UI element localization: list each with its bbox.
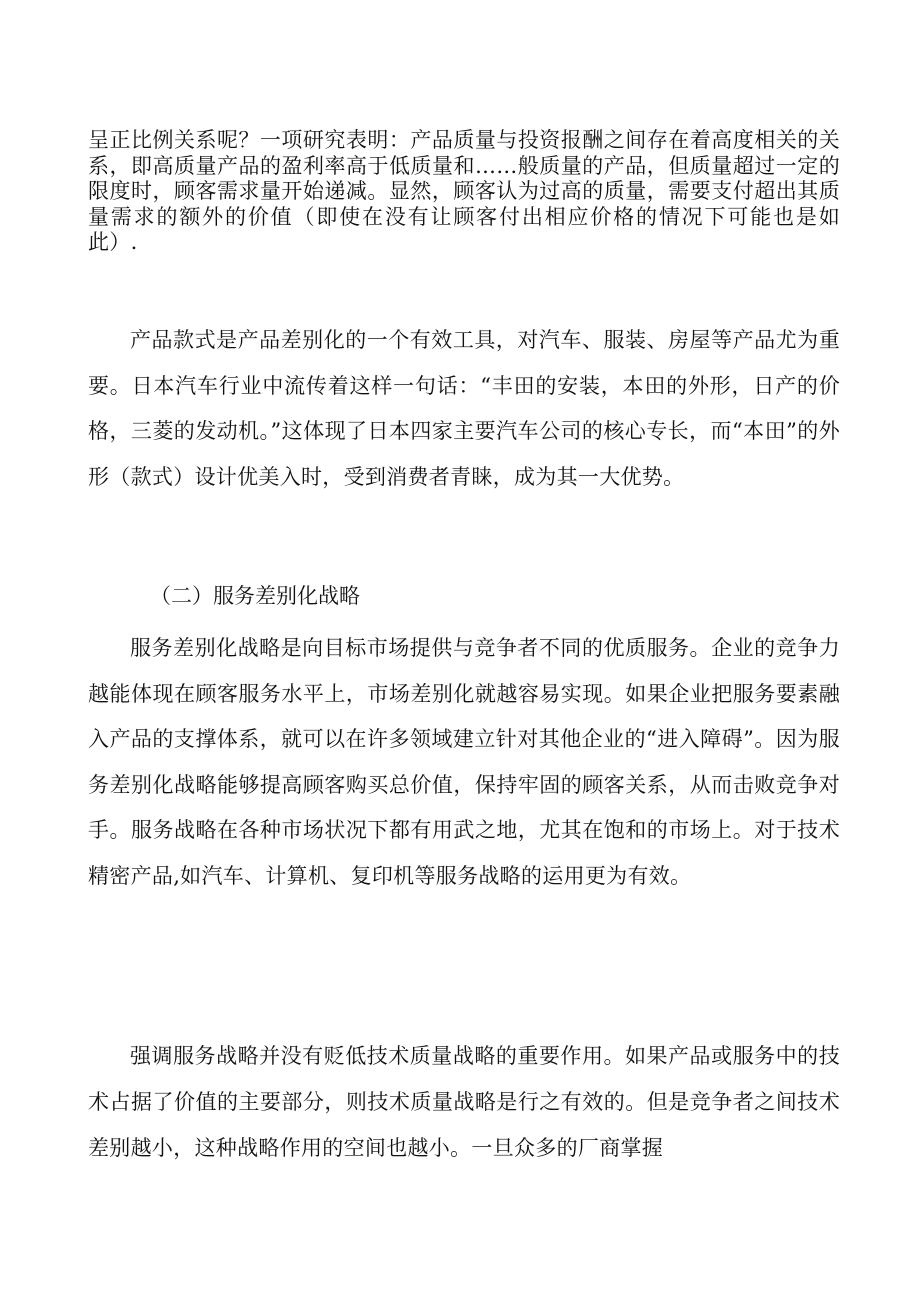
- paragraph-technical-quality: 强调服务战略并没有贬低技术质量战略的重要作用。如果产品或服务中的技术占据了价值的主要部分，则技术质量战略是行之有效的。但是竞争者之间技术差别越小，这种战略作用的空间也越小。一旦众多的厂商掌握: [88, 1044, 840, 1160]
- paragraph-product-style: 产品款式是产品差别化的一个有效工具，对汽车、服装、房屋等产品尤为重要。日本汽车行业中流传着这样一句话：“丰田的安装，本田的外形，日产的价格，三菱的发动机。”这体现了日本四家主要汽车公司的核心专长，而“本田”的外形（款式）设计优美入时，受到消费者青睐，成为其一大优势。: [88, 328, 840, 489]
- paragraph-service-strategy: 服务差别化战略是向目标市场提供与竞争者不同的优质服务。企业的竞争力越能体现在顾客服务水平上，市场差别化就越容易实现。如果企业把服务要素融入产品的支撑体系，就可以在许多领域建立针对其他企业的“进入障碍”。因为服务差别化战略能够提高顾客购买总价值，保持牢固的顾客关系，从而击败竞争对手。服务战略在各种市场状况下都有用武之地，尤其在饱和的市场上。对于技术精密产品,如汽车、计算机、复印机等服务战略的运用更为有效。: [88, 636, 840, 888]
- section-heading-service-differentiation: （二）服务差别化战略: [150, 584, 360, 608]
- paragraph-quality-return: 呈正比例关系呢？一项研究表明：产品质量与投资报酬之间存在着高度相关的关系，即高质量产品的盈利率高于低质量和……般质量的产品，但质量超过一定的限度时，顾客需求量开始递减。显然，顾客认为过高的质量，需要支付超出其质量需求的额外的价值（即使在没有让顾客付出相应价格的情况下可能也是如此）.: [88, 128, 840, 254]
